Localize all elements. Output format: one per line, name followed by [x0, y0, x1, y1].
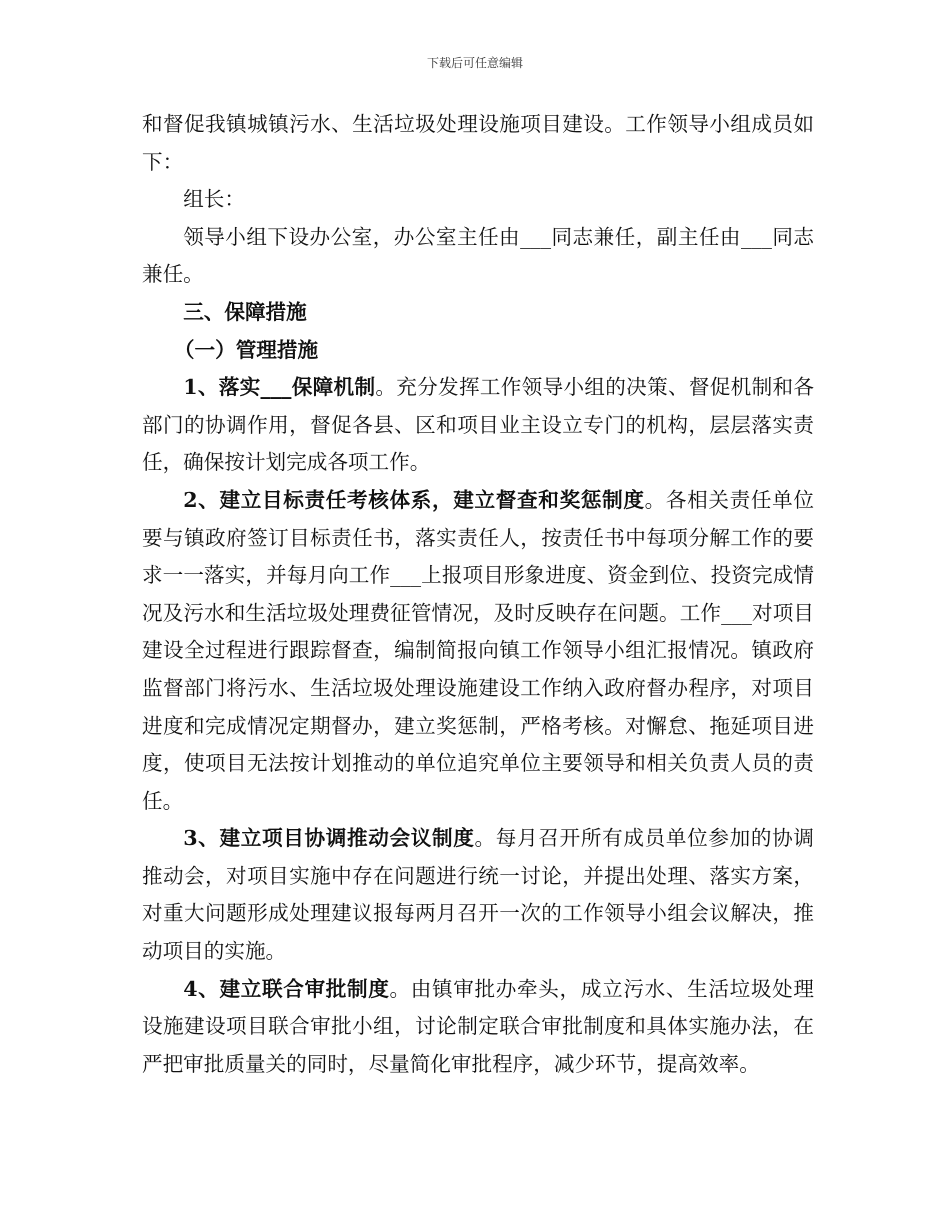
measure-item-1-title: 1、落实___保障机制	[183, 375, 376, 400]
sub-section-title: （一）管理措施	[173, 337, 319, 362]
measure-item-4-text: 。由镇审批办牵头，成立污水、生活垃圾处理设施建设项目联合审批小组，讨论制定联合审批制度和具体实施办法，在严把审批质量关的同时，尽量简化审批程序，减少环节，提高效率。	[142, 976, 814, 1076]
measure-item-3-title: 3、建立项目协调推动会议制度	[183, 826, 475, 851]
document-body	[142, 106, 814, 1083]
page-header: 下载后可任意编辑	[426, 56, 523, 70]
paragraph-group-leader: 组长：	[183, 187, 245, 212]
measure-item-2-text: 。各相关责任单位要与镇政府签订目标责任书，落实责任人，按责任书中每项分解工作的要求一一落实，并每月向工作___上报项目形象进度、资金到位、投资完成情况及污水和生活垃圾处理费征管情况，及时反映存在问题。工作___对项目建设全过程进行跟踪督查，编制简报向镇工作领导小组汇报情况。镇政府监督部门将污水、生活垃圾处理设施建设工作纳入政府督办程序，对项目进度和完成情况定期督办，建立奖惩制，严格考核。对懈怠、拖延项目进度，使项目无法按计划推动的单位追究单位主要领导和相关负责人员的责任。	[142, 487, 815, 813]
section-title: 三、保障措施	[183, 299, 307, 324]
measure-item-1-text: 。充分发挥工作领导小组的决策、督促机制和各部门的协调作用，督促各县、区和项目业主设立专门的机构，层层落实责任，确保按计划完成各项工作。	[142, 375, 814, 475]
measure-item-2	[142, 482, 814, 820]
measure-item-1	[142, 369, 814, 482]
measure-item-4-title: 4、建立联合审批制度	[183, 976, 390, 1001]
measure-item-2-title: 2、建立目标责任考核体系，建立督查和奖惩制度	[183, 487, 645, 512]
measure-item-4	[142, 971, 814, 1084]
paragraph-office: 领导小组下设办公室，办公室主任由___同志兼任，副主任由___同志兼任。	[142, 224, 814, 287]
measure-item-3-text: 。每月召开所有成员单位参加的协调推动会，对项目实施中存在问题进行统一讨论，并提出处理、落实方案，对重大问题形成处理建议报每两月召开一次的工作领导小组会议解决，推动项目的实施。	[142, 826, 815, 964]
paragraph-leadership-members: 和督促我镇城镇污水、生活垃圾处理设施项目建设。工作领导小组成员如下：	[142, 112, 814, 174]
measure-item-3	[142, 820, 814, 970]
